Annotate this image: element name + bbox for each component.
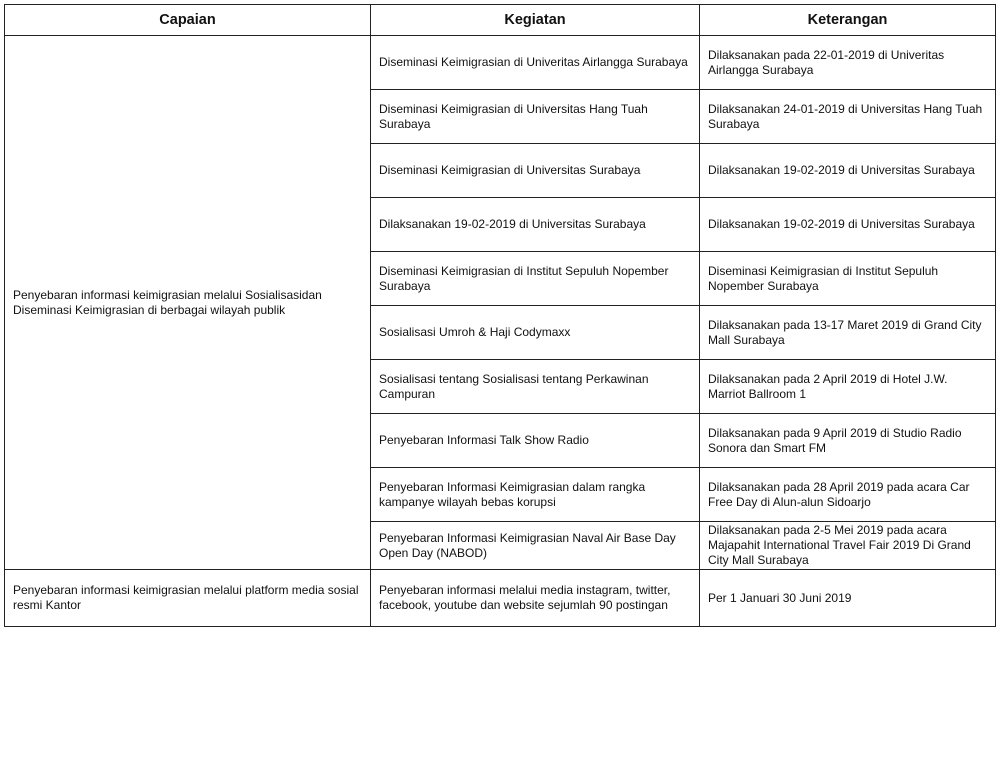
keterangan-cell: Dilaksanakan 19-02-2019 di Universitas Surabaya [700,144,996,198]
kegiatan-cell: Penyebaran Informasi Talk Show Radio [371,414,700,468]
keterangan-cell: Dilaksanakan pada 13-17 Maret 2019 di Grand City Mall Surabaya [700,306,996,360]
keterangan-cell: Dilaksanakan pada 22-01-2019 di Univeritas Airlangga Surabaya [700,36,996,90]
keterangan-cell: Dilaksanakan pada 2 April 2019 di Hotel J.W. Marriot Ballroom 1 [700,360,996,414]
keterangan-cell: Dilaksanakan pada 9 April 2019 di Studio Radio Sonora dan Smart FM [700,414,996,468]
keterangan-cell: Dilaksanakan pada 2-5 Mei 2019 pada acara Majapahit International Travel Fair 2019 Di Grand City Mall Surabaya [700,522,996,570]
keterangan-cell: Dilaksanakan pada 28 April 2019 pada acara Car Free Day di Alun-alun Sidoarjo [700,468,996,522]
header-row [5,5,996,36]
kegiatan-cell: Diseminasi Keimigrasian di Institut Sepuluh Nopember Surabaya [371,252,700,306]
table-row [5,570,996,627]
kegiatan-cell: Penyebaran Informasi Keimigrasian Naval Air Base Day Open Day (NABOD) [371,522,700,570]
keterangan-cell: Dilaksanakan 24-01-2019 di Universitas Hang Tuah Surabaya [700,90,996,144]
capaian-table [4,4,996,627]
kegiatan-cell: Penyebaran Informasi Keimigrasian dalam rangka kampanye wilayah bebas korupsi [371,468,700,522]
kegiatan-cell: Diseminasi Keimigrasian di Univeritas Airlangga Surabaya [371,36,700,90]
kegiatan-cell: Diseminasi Keimigrasian di Universitas Surabaya [371,144,700,198]
capaian-cell: Penyebaran informasi keimigrasian melalui platform media sosial resmi Kantor [5,570,371,627]
kegiatan-cell: Dilaksanakan 19-02-2019 di Universitas Surabaya [371,198,700,252]
kegiatan-cell: Sosialisasi tentang Sosialisasi tentang Perkawinan Campuran [371,360,700,414]
kegiatan-cell: Penyebaran informasi melalui media instagram, twitter, facebook, youtube dan website sejumlah 90 postingan [371,570,700,627]
capaian-cell: Penyebaran informasi keimigrasian melalui Sosialisasidan Diseminasi Keimigrasian di berbagai wilayah publik [5,36,371,570]
table-row [5,36,996,90]
header-keterangan: Keterangan [700,5,996,36]
header-kegiatan: Kegiatan [371,5,700,36]
header-capaian: Capaian [5,5,371,36]
keterangan-cell: Per 1 Januari 30 Juni 2019 [700,570,996,627]
kegiatan-cell: Sosialisasi Umroh & Haji Codymaxx [371,306,700,360]
keterangan-cell: Dilaksanakan 19-02-2019 di Universitas Surabaya [700,198,996,252]
keterangan-cell: Diseminasi Keimigrasian di Institut Sepuluh Nopember Surabaya [700,252,996,306]
kegiatan-cell: Diseminasi Keimigrasian di Universitas Hang Tuah Surabaya [371,90,700,144]
document-page [4,4,996,627]
